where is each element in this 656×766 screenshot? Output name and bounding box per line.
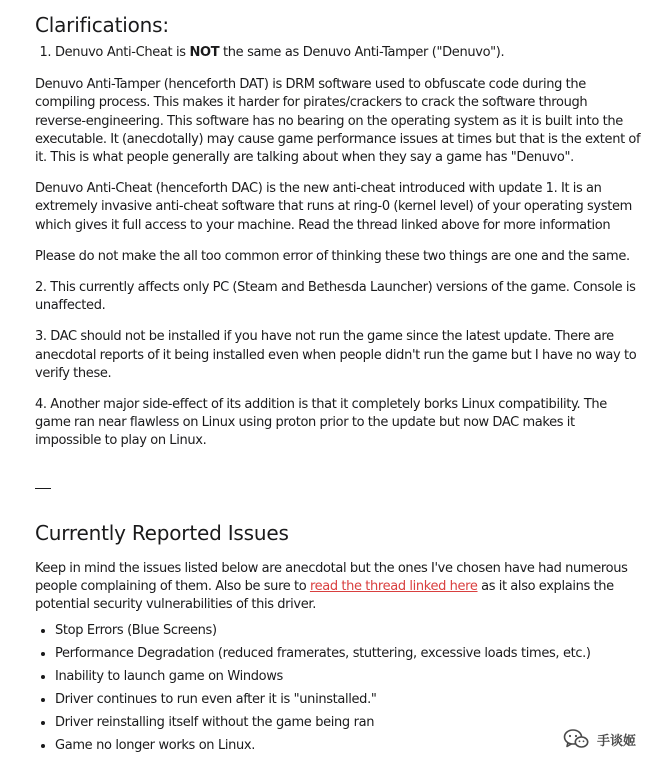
list-item: • Stop Errors (Blue Screens)	[55, 622, 641, 640]
paragraph-dat: Denuvo Anti-Tamper (henceforth DAT) is DRM software used to obfuscate code during the compiling process. This makes it harder for pirates/crackers to crack the software through reverse-engineering. This software has no bearing on the operating system as it is built into the executable. It (anecdotally) may cause game performance issues at times but that is the extent of it. This is what people generally are talking about when they say a game has "Denuvo".	[35, 77, 641, 166]
issues-intro-pre: Keep in mind the issues listed below are anecdotal but the ones I've chosen have had numerous people complaining of them. Also be sure to	[35, 560, 628, 594]
list-item: • Driver continues to run even after it is "uninstalled."	[55, 691, 641, 709]
point-4: 4. Another major side-effect of its addition is that it completely borks Linux compatibility. The game ran near flawless on Linux using proton prior to the update but now DAC makes it impossible to play on Linux.	[35, 397, 607, 449]
clarification-item-1-post: the same as Denuvo Anti-Tamper ("Denuvo").	[219, 45, 505, 60]
clarifications-list	[35, 44, 641, 62]
watermark	[563, 728, 636, 750]
watermark-text: 手谈姬	[596, 733, 636, 749]
clarification-item-1-pre: Denuvo Anti-Cheat is	[55, 45, 190, 60]
clarification-item-1-bold: NOT	[189, 45, 220, 60]
issues-list	[35, 622, 641, 755]
list-item: • Driver reinstalling itself without the game being ran	[55, 714, 641, 732]
wechat-icon	[563, 728, 589, 750]
clarification-item-1	[55, 44, 641, 62]
post-content	[35, 12, 641, 760]
issues-intro-post: as it also explains the potential security vulnerabilities of this driver.	[35, 578, 614, 613]
thread-link[interactable]: read the thread linked here	[309, 578, 478, 594]
list-item: • Game no longer works on Linux.	[55, 737, 641, 755]
list-item: • Performance Degradation (reduced framerates, stuttering, excessive loads times, etc.)	[55, 645, 641, 663]
paragraph-dac: Denuvo Anti-Cheat (henceforth DAC) is the new anti-cheat introduced with update 1. It is an extremely invasive anti-cheat software that runs at ring-0 (kernel level) of your operating system which gives it full access to your machine. Read the thread linked above for more information	[35, 181, 632, 233]
paragraph-please: Please do not make the all too common error of thinking these two things are one and the same.	[35, 248, 630, 264]
issues-heading: Currently Reported Issues	[35, 520, 289, 545]
point-2: 2. This currently affects only PC (Steam and Bethesda Launcher) versions of the game. Console is unaffected.	[35, 280, 636, 314]
section-divider	[35, 488, 51, 489]
issues-intro	[35, 560, 641, 615]
list-item: • Inability to launch game on Windows	[55, 668, 641, 686]
point-3: 3. DAC should not be installed if you have not run the game since the latest update. There are anecdotal reports of it being installed even when people didn't run the game but I have no way to verify these.	[35, 329, 637, 381]
clarifications-heading: Clarifications:	[35, 13, 169, 37]
